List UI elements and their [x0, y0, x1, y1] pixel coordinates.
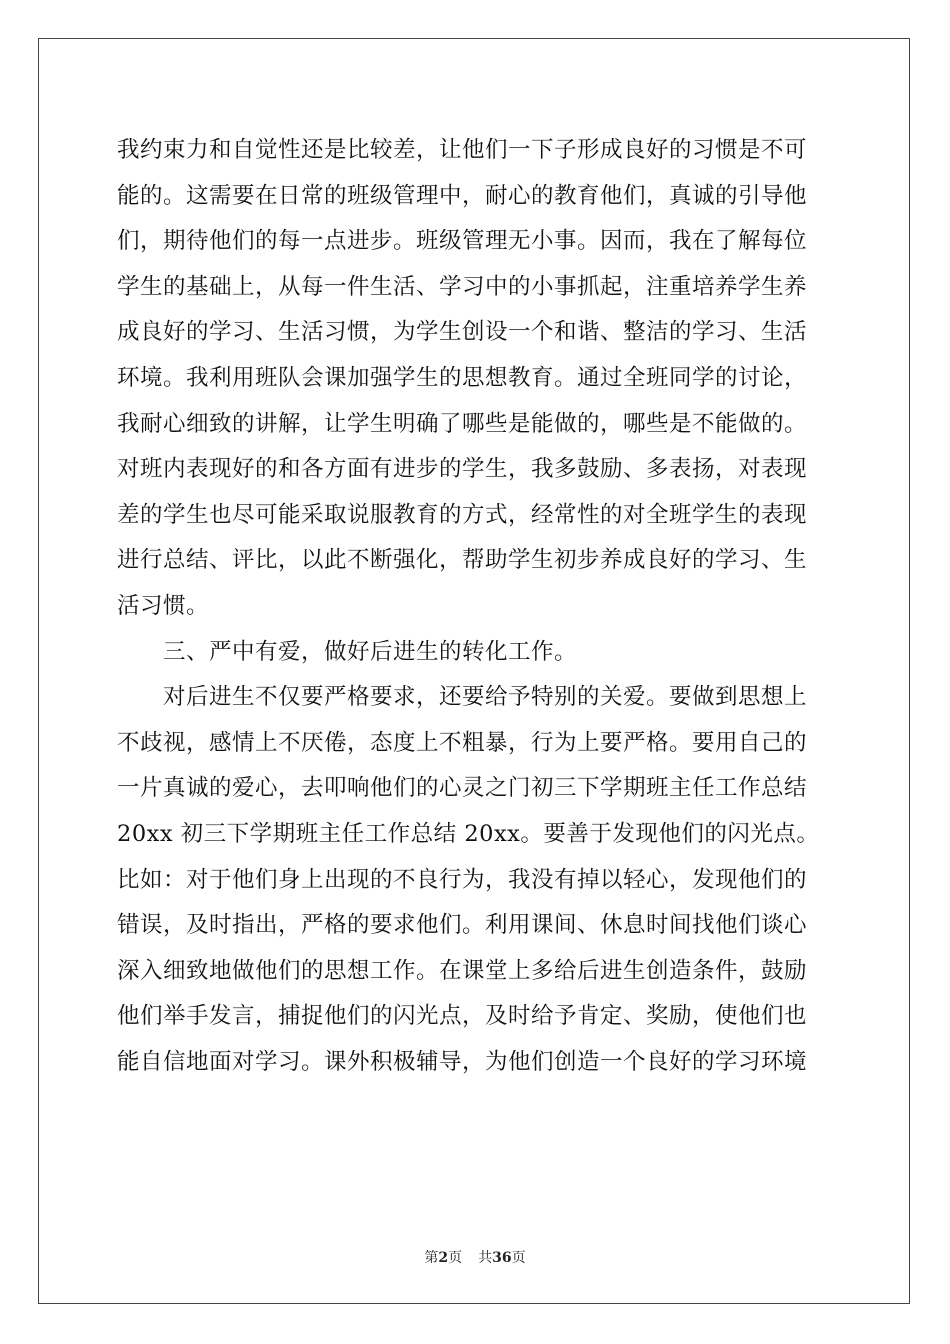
total-page-count: 36	[492, 1250, 512, 1266]
text-line: 环境。我利用班队会课加强学生的思想教育。通过全班同学的讨论，	[117, 364, 808, 391]
text-line: 一片真诚的爱心，去叩响他们的心灵之门初三下学期班主任工作总结	[117, 775, 808, 802]
total-unit: 页	[511, 1250, 526, 1266]
text-line: 能自信地面对学习。课外积极辅导，为他们创造一个良好的学习环境	[117, 1048, 808, 1075]
text-line: 们，期待他们的每一点进步。班级管理无小事。因而，我在了解每位	[117, 228, 808, 255]
document-body	[117, 128, 837, 1085]
text-line: 20xx 初三下学期班主任工作总结 20xx。要善于发现他们的闪光点。	[117, 820, 820, 847]
text-line: 活习惯。	[117, 592, 210, 619]
text-line: 他们举手发言，捕捉他们的闪光点，及时给予肯定、奖励，使他们也	[117, 1003, 808, 1030]
text-line: 深入细致地做他们的思想工作。在课堂上多给后进生创造条件，鼓励	[117, 957, 808, 984]
text-line: 差的学生也尽可能采取说服教育的方式，经常性的对全班学生的表现	[117, 501, 808, 528]
text-line: 我耐心细致的讲解，让学生明确了哪些是能做的，哪些是不能做的。	[117, 410, 808, 437]
text-line: 对后进生不仅要严格要求，还要给予特别的关爱。要做到思想上	[163, 684, 808, 711]
page-prefix: 第	[424, 1250, 439, 1266]
page-footer	[0, 1247, 950, 1267]
text-line: 比如：对于他们身上出现的不良行为，我没有掉以轻心，发现他们的	[117, 866, 808, 893]
text-line: 学生的基础上，从每一件生活、学习中的小事抓起，注重培养学生养	[117, 273, 808, 300]
total-prefix: 共	[478, 1250, 493, 1266]
section-heading: 三、严中有爱，做好后进生的转化工作。	[163, 638, 578, 665]
text-line: 成良好的学习、生活习惯，为学生创设一个和谐、整洁的学习、生活	[117, 319, 808, 346]
page-unit: 页	[448, 1250, 463, 1266]
text-line: 能的。这需要在日常的班级管理中，耐心的教育他们，真诚的引导他	[117, 182, 808, 209]
current-page-number: 2	[438, 1250, 449, 1266]
text-line: 不歧视，感情上不厌倦，态度上不粗暴，行为上要严格。要用自己的	[117, 729, 808, 756]
text-line: 错误，及时指出，严格的要求他们。利用课间、休息时间找他们谈心	[117, 912, 808, 939]
text-line: 我约束力和自觉性还是比较差，让他们一下子形成良好的习惯是不可	[117, 137, 808, 163]
text-line: 进行总结、评比，以此不断强化，帮助学生初步养成良好的学习、生	[117, 547, 808, 574]
text-line: 对班内表现好的和各方面有进步的学生，我多鼓励、多表扬，对表现	[117, 456, 808, 483]
